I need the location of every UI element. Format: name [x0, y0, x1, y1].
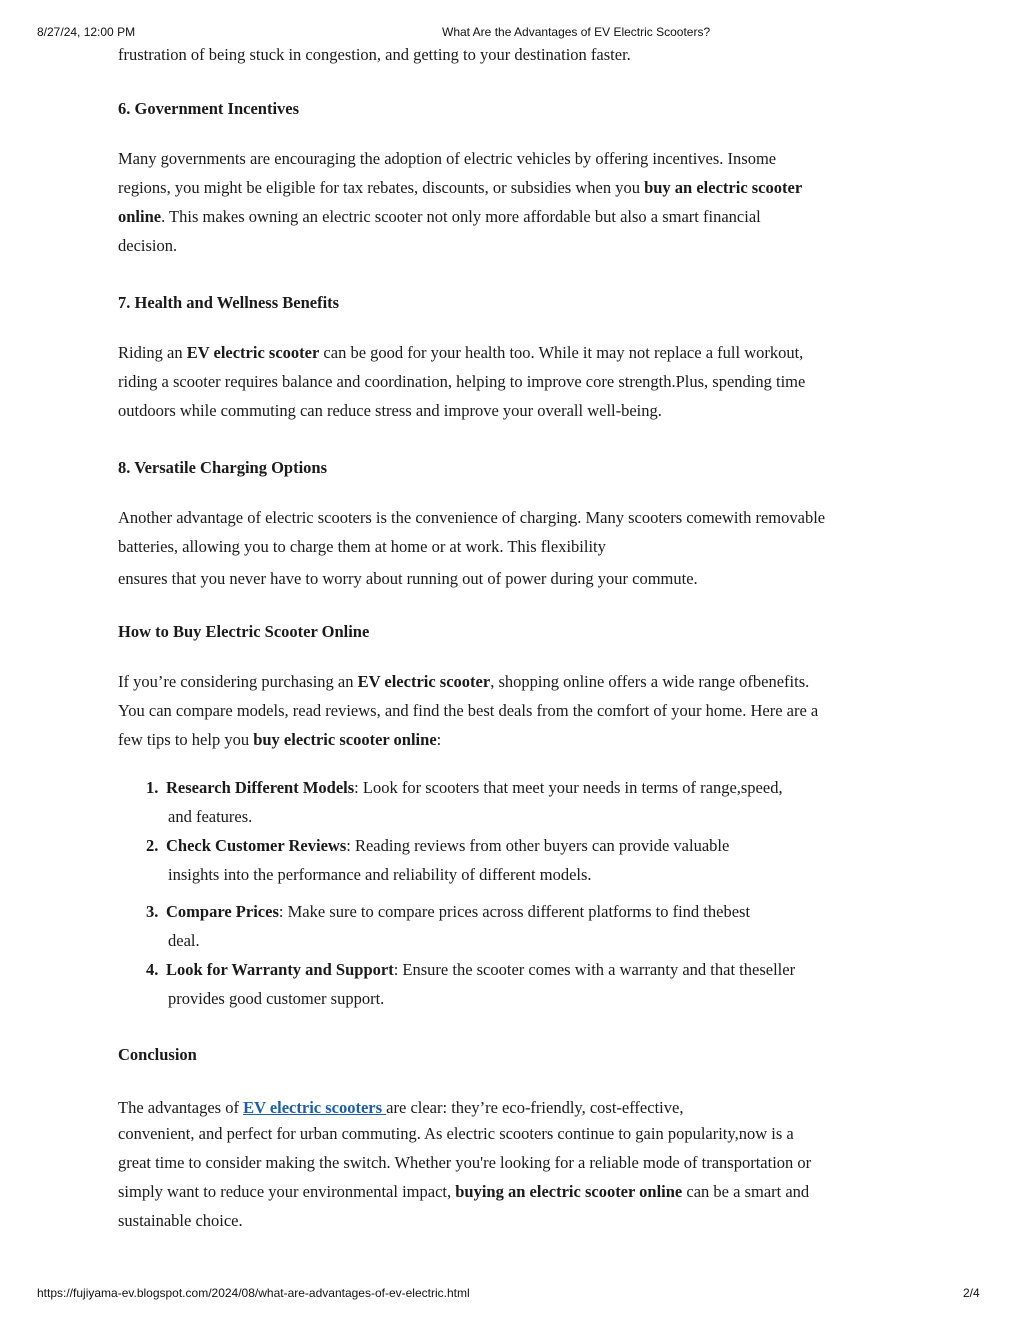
list-item: 1. Research Different Models: Look for scooters that meet your needs in terms of range,speed, and features. [146, 778, 783, 826]
print-datetime: 8/27/24, 12:00 PM [37, 25, 136, 39]
heading-conclusion: Conclusion [118, 1045, 197, 1064]
heading-how-to-buy: How to Buy Electric Scooter Online [118, 622, 370, 641]
list-item: 4. Look for Warranty and Support: Ensure the scooter comes with a warranty and that theseller provides good customer support. [146, 960, 796, 1008]
article-body [118, 40, 918, 1235]
heading-health-wellness: 7. Health and Wellness Benefits [118, 293, 340, 312]
paragraph-health-wellness: Riding an EV electric scooter can be good for your health too. While it may not replace a full workout, riding a scooter requires balance and coordination, helping to improve core strength.Plus, spending time outdoors while commuting can reduce stress and improve your overall well-being. [118, 343, 806, 420]
paragraph-conclusion: The advantages of EV electric scooters are clear: they’re eco-friendly, cost-effective, convenient, and perfect for urban commuting. As electric scooters continue to gain popularity,now is a great time to consider making the switch. Whether you're looking for a reliable mode of transportation or simply want to reduce your environmental impact, buying an electric scooter online can be a smart and sustainable choice. [118, 1098, 812, 1230]
list-item: 3. Compare Prices: Make sure to compare prices across different platforms to find thebest deal. [146, 902, 751, 950]
page-number: 2/4 [963, 1286, 980, 1300]
paragraph-how-to-buy: If you’re considering purchasing an EV electric scooter, shopping online offers a wide range ofbenefits. You can compare models, read reviews, and find the best deals from the comfort of your home. Here are a few tips to help you buy electric scooter online: [118, 672, 819, 749]
heading-charging-options: 8. Versatile Charging Options [118, 458, 328, 477]
paragraph-government-incentives: Many governments are encouraging the adoption of electric vehicles by offering incentives. Insome regions, you might be eligible for tax rebates, discounts, or subsidies when you buy an electric scooter online. This makes owning an electric scooter not only more affordable but also a smart financial decision. [118, 149, 803, 255]
paragraph-charging-options: Another advantage of electric scooters is the convenience of charging. Many scooters comewith removable batteries, allowing you to charge them at home or at work. This flexibility ensures that you never have to worry about running out of power during your commute. [118, 508, 826, 588]
ev-electric-scooters-link[interactable]: EV electric scooters [243, 1098, 387, 1117]
print-url: https://fujiyama-ev.blogspot.com/2024/08/what-are-advantages-of-ev-electric.html [37, 1286, 470, 1300]
print-page-title: What Are the Advantages of EV Electric Scooters? [442, 25, 711, 39]
heading-government-incentives: 6. Government Incentives [118, 99, 300, 118]
tips-list [118, 773, 918, 1013]
list-item: 2. Check Customer Reviews: Reading reviews from other buyers can provide valuable insights into the performance and reliability of different models. [146, 836, 730, 884]
intro-tail: frustration of being stuck in congestion, and getting to your destination faster. [118, 45, 631, 64]
